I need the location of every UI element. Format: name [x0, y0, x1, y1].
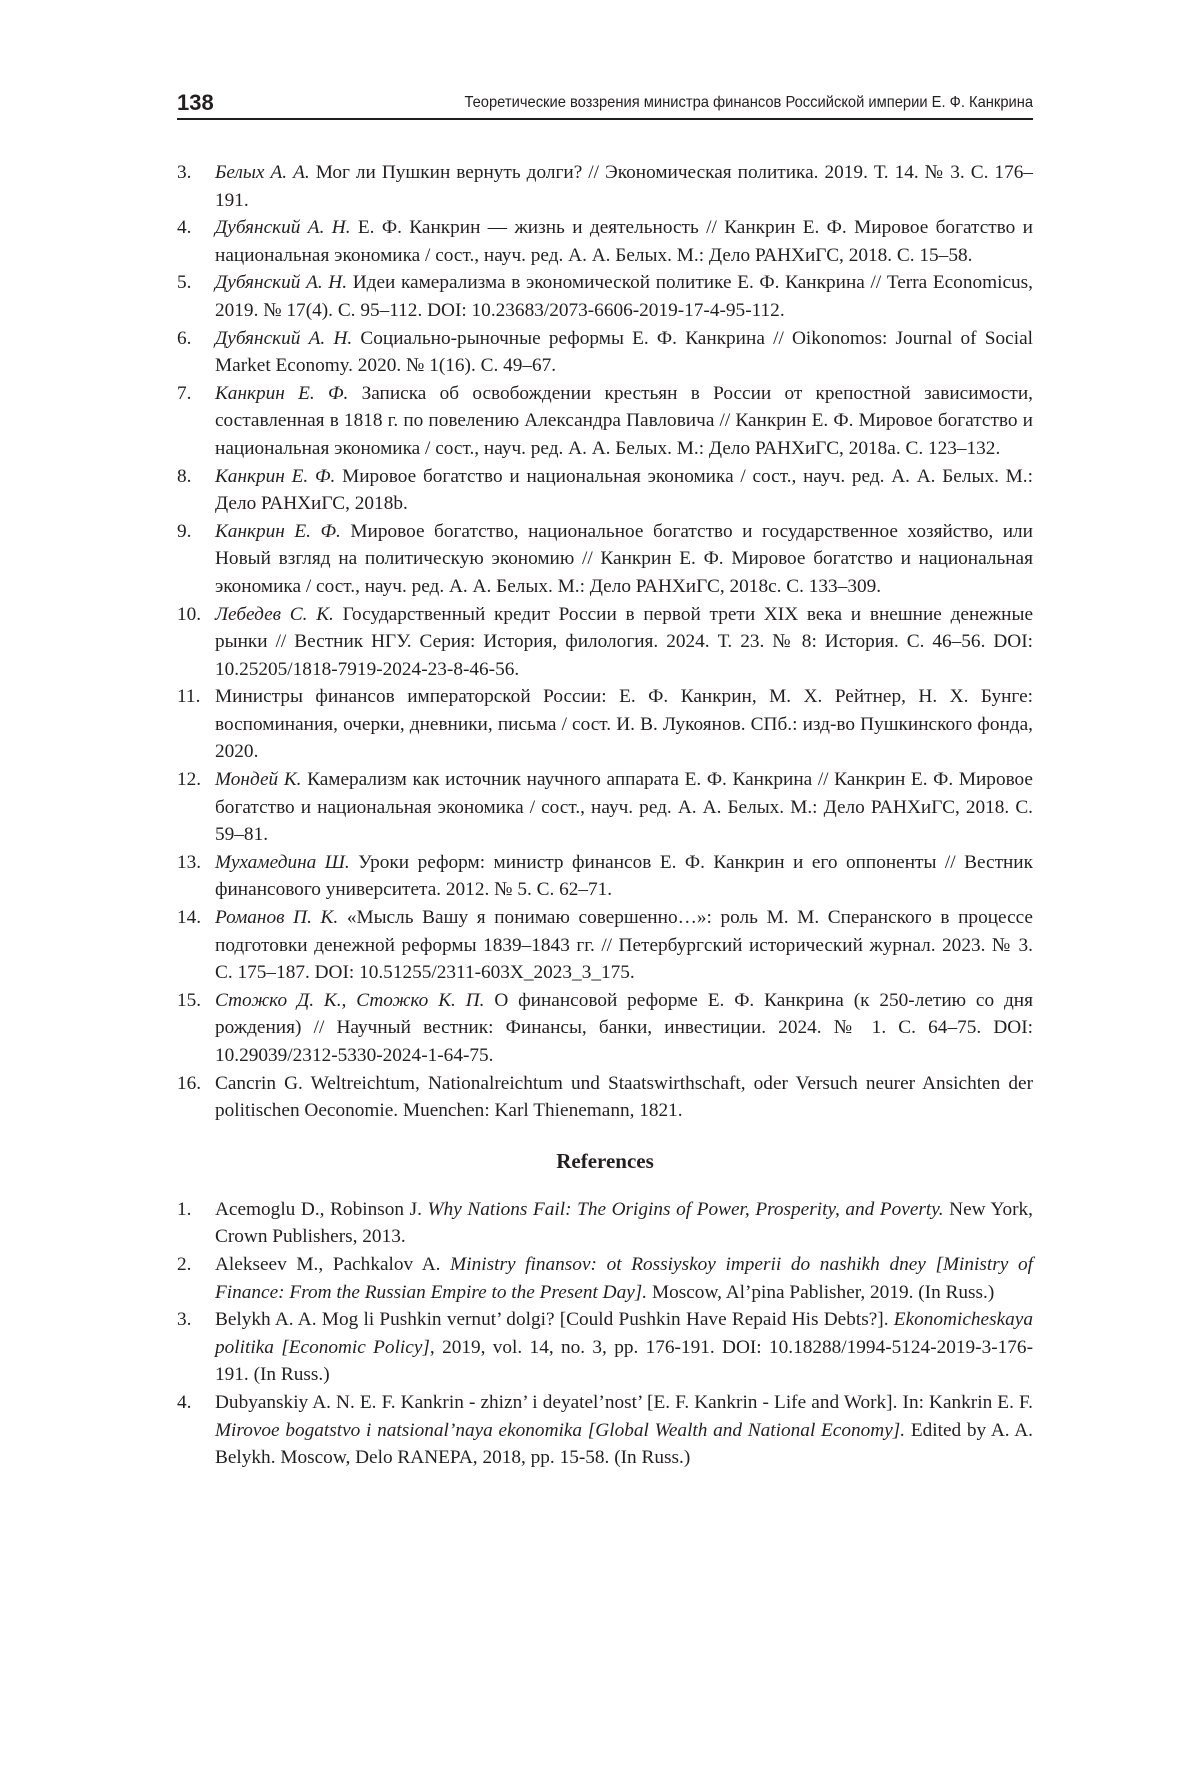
item-author: Лебедев С. К.: [215, 603, 334, 625]
item-number: 3.: [177, 1309, 192, 1331]
item-title: Ministry finansov: ot Rossiyskoy imperii do nashikh dney [Ministry of Finance: From the Russian Empire to the Present Day].: [215, 1253, 1033, 1303]
reference-item: [177, 1306, 1033, 1389]
item-text: Мировое богатство и национальная экономика / сост., науч. ред. А. А. Белых. М.: Дело РАНХиГС, 2018b.: [215, 465, 1033, 515]
page-header: [177, 86, 1033, 120]
bibliography-item: [177, 987, 1033, 1070]
bibliography-item: [177, 601, 1033, 684]
item-number: 4.: [177, 1391, 192, 1413]
item-title: Mirovoe bogatstvo i natsional’naya ekonomika [Global Wealth and National Economy].: [215, 1419, 906, 1441]
item-text: Cancrin G. Weltreichtum, Nationalreichtum und Staatswirthschaft, oder Versuch neurer Ansichten der politischen Oeconomie. Muenchen: Karl Thienemann, 1821.: [215, 1072, 1033, 1122]
item-number: 9.: [177, 520, 192, 542]
item-number: 13.: [177, 851, 202, 873]
item-author: Мухамедина Ш.: [215, 851, 350, 873]
item-text: Камерализм как источник научного аппарата Е. Ф. Канкрина // Канкрин Е. Ф. Мировое богатство и национальная экономика / сост., науч. ред. А. А. Белых. М.: Дело РАНХиГС, 2018. С. 59–81.: [215, 769, 1033, 846]
item-text: , 2019, vol. 14, no. 3, pp. 176-191. DOI: 10.18288/1994-5124-2019-3-176-191. (In Russ.): [215, 1336, 1033, 1386]
item-title: Why Nations Fail: The Origins of Power, Prosperity, and Poverty.: [427, 1198, 944, 1220]
item-text: Идеи камерализма в экономической политике Е. Ф. Канкрина // Terra Economicus, 2019. № 17(4). С. 95–112. DOI: 10.23683/2073-6606-2019-17-4-95-112.: [215, 272, 1033, 321]
item-title: Ekonomicheskaya politika [Economic Policy]: [215, 1309, 1033, 1358]
bibliography-item: [177, 849, 1033, 904]
page-content: [177, 159, 1033, 1472]
item-text: Государственный кредит России в первой трети XIX века и внешние денежные рынки // Вестник НГУ. Серия: История, филология. 2024. Т. 23. № 8: История. С. 46–56. DOI: 10.25205/1818-7919-2024-23-8-46-56.: [215, 603, 1033, 680]
item-author: Канкрин Е. Ф.: [215, 382, 349, 404]
bibliography-item: [177, 1070, 1033, 1125]
bibliography-list: [177, 159, 1033, 1125]
item-number: 15.: [177, 989, 202, 1011]
reference-item: [177, 1196, 1033, 1251]
item-text: Moscow, Al’pina Pablisher, 2019. (In Russ.): [647, 1281, 995, 1303]
item-number: 10.: [177, 603, 202, 625]
item-text: Министры финансов императорской России: Е. Ф. Канкрин, М. Х. Рейтнер, Н. Х. Бунге: воспоминания, очерки, дневники, письма / сост. И. В. Лукоянов. СПб.: изд-во Пушкинского фонда, 2020.: [215, 686, 1033, 763]
reference-item: [177, 1251, 1033, 1306]
item-text: New York, Crown Publishers, 2013.: [215, 1198, 1033, 1248]
item-text: Записка об освобождении крестьян в России от крепостной зависимости, составленная в 1818 г. по повелению Александра Павловича // Канкрин Е. Ф. Мировое богатство и национальная экономика / сост., науч. ред. А. А. Белых. М.: Дело РАНХиГС, 2018a. С. 123–132.: [215, 382, 1033, 459]
item-number: 16.: [177, 1072, 202, 1094]
bibliography-item: [177, 518, 1033, 601]
item-number: 11.: [177, 686, 201, 708]
bibliography-item: [177, 380, 1033, 463]
item-author: Канкрин Е. Ф.: [215, 465, 336, 487]
item-author: Мондей К.: [215, 769, 302, 791]
item-author: Романов П. К.: [215, 907, 339, 929]
item-author: Стожко Д. К., Стожко К. П.: [215, 989, 485, 1011]
item-text: Dubyanskiy A. N. E. F. Kankrin - zhizn’ i deyatel’nost’ [E. F. Kankrin - Life and Work]. In: Kankrin E. F.: [215, 1391, 1033, 1413]
bibliography-item: [177, 214, 1033, 269]
item-number: 14.: [177, 907, 202, 929]
item-number: 12.: [177, 769, 202, 791]
item-author: Белых А. А.: [215, 162, 310, 183]
item-number: 5.: [177, 272, 192, 294]
bibliography-item: [177, 269, 1033, 324]
bibliography-item: [177, 766, 1033, 849]
item-author: Дубянский А. Н.: [215, 327, 353, 349]
bibliography-item: [177, 904, 1033, 987]
bibliography-item: [177, 159, 1033, 214]
item-text: Е. Ф. Канкрин — жизнь и деятельность // Канкрин Е. Ф. Мировое богатство и национальная экономика / сост., науч. ред. А. А. Белых. М.: Дело РАНХиГС, 2018. С. 15–58.: [215, 217, 1033, 266]
item-text: Acemoglu D., Robinson J.: [215, 1198, 428, 1220]
item-text: Социально-рыночные реформы Е. Ф. Канкрина // Oikonomos: Journal of Social Market Economy. 2020. № 1(16). С. 49–67.: [215, 327, 1033, 377]
item-number: 8.: [177, 465, 192, 487]
item-text: Уроки реформ: министр финансов Е. Ф. Канкрин и его оппоненты // Вестник финансового университета. 2012. № 5. С. 62–71.: [215, 851, 1033, 901]
bibliography-item: [177, 325, 1033, 380]
item-text: «Мысль Вашу я понимаю совершенно…»: роль М. М. Сперанского в процессе подготовки денежной реформы 1839–1843 гг. // Петербургский исторический журнал. 2023. № 3. С. 175–187. DOI: 10.51255/2311-603X_2023_3_175.: [215, 907, 1033, 984]
item-text: Edited by A. A. Belykh. Moscow, Delo RANEPA, 2018, pp. 15-58. (In Russ.): [215, 1419, 1033, 1469]
references-heading: References: [556, 1148, 654, 1173]
item-number: 2.: [177, 1253, 192, 1275]
item-author: Дубянский А. Н.: [215, 217, 351, 239]
item-number: 7.: [177, 382, 192, 404]
reference-item: [177, 1389, 1033, 1472]
bibliography-item: [177, 463, 1033, 518]
item-number: 1.: [177, 1198, 192, 1220]
item-text: Belykh A. A. Mog li Pushkin vernut’ dolgi? [Could Pushkin Have Repaid His Debts?].: [215, 1309, 894, 1331]
item-text: Alekseev M., Pachkalov A.: [215, 1253, 451, 1275]
page-number: 138: [177, 90, 214, 115]
item-author: Канкрин Е. Ф.: [215, 520, 341, 542]
running-title: Теоретические воззрения министра финансов Российской империи Е. Ф. Канкрина: [464, 94, 1033, 111]
item-text: О финансовой реформе Е. Ф. Канкрина (к 250-летию со дня рождения) // Научный вестник: Финансы, банки, инвестиции. 2024. № 1. С. 64–75. DOI: 10.29039/2312-5330-2024-1-64-75.: [215, 989, 1033, 1066]
bibliography-item: [177, 683, 1033, 766]
item-number: 4.: [177, 217, 192, 239]
item-author: Дубянский А. Н.: [215, 272, 348, 294]
item-number: 3.: [177, 162, 192, 183]
item-text: Мировое богатство, национальное богатство и государственное хозяйство, или Новый взгляд на политическую экономию // Канкрин Е. Ф. Мировое богатство и национальная экономика / сост., науч. ред. А. А. Белых. М.: Дело РАНХиГС, 2018c. С. 133–309.: [215, 520, 1033, 597]
references-list: [177, 1196, 1033, 1472]
item-number: 6.: [177, 327, 192, 349]
item-text: Мог ли Пушкин вернуть долги? // Экономическая политика. 2019. Т. 14. № 3. С. 176–191.: [215, 162, 1033, 211]
